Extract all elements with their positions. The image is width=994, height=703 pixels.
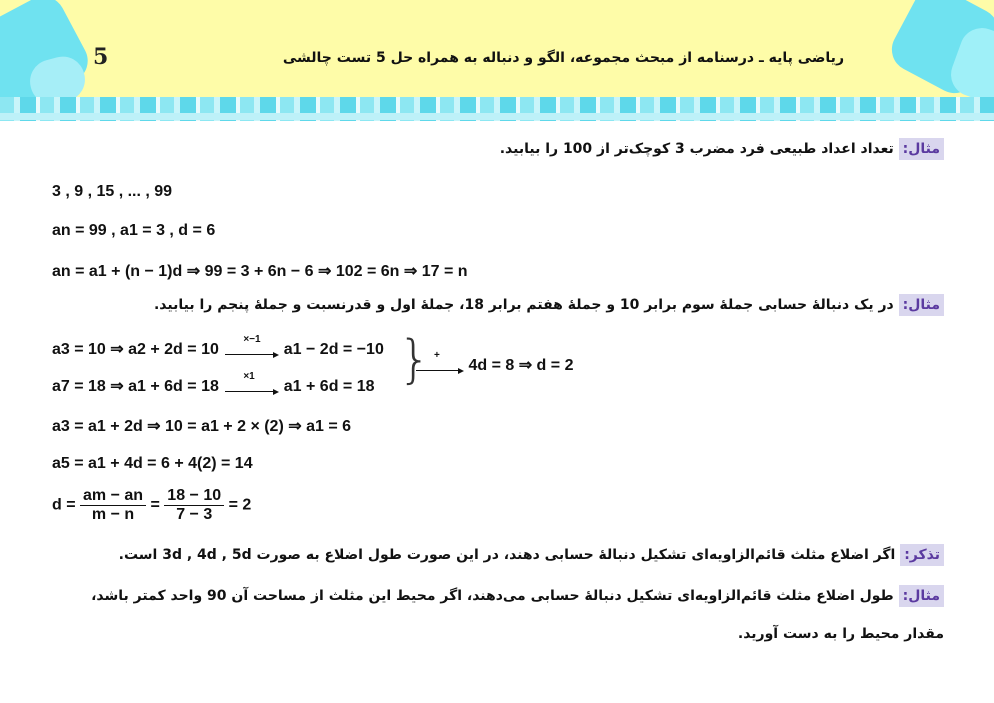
- equation-part: =: [150, 496, 160, 514]
- example-text: تعداد اعداد طبیعی فرد مضرب 3 کوچک‌تر از 100 را بیابید.: [499, 141, 899, 157]
- equation-part: 4d = 8 ⇒ d = 2: [468, 357, 574, 374]
- equation-part: a7 = 18 ⇒ a1 + 6d = 18: [52, 378, 219, 395]
- fraction: [164, 487, 224, 524]
- math-line: [414, 350, 574, 375]
- math-line: a5 = a1 + 4d = 6 + 4(2) = 14: [52, 455, 253, 472]
- math-line: a3 = a1 + 2d ⇒ 10 = a1 + 2 × (2) ⇒ a1 = 6: [52, 418, 352, 435]
- arrow-label: ×−1: [243, 334, 261, 346]
- arrow-icon: [416, 350, 462, 371]
- arrow-icon: [225, 334, 277, 355]
- note-tag: تذکر:: [900, 544, 944, 566]
- fraction-denominator: 7 − 3: [176, 506, 213, 523]
- equation-part: a1 − 2d = −10: [283, 341, 384, 358]
- arrow-icon: [225, 371, 277, 392]
- example-3: [91, 588, 944, 604]
- fraction: [80, 487, 146, 524]
- math-line: [52, 334, 384, 359]
- example-1: [500, 141, 944, 157]
- math-line: [52, 487, 251, 524]
- example-tag: مثال:: [899, 294, 944, 316]
- fraction-numerator: am − an: [80, 487, 146, 506]
- example-text: طول اضلاع مثلث قائم‌الزاویه‌ای تشکیل دنبالهٔ حسابی می‌دهند، اگر محیط این مثلث از مساحت آن 90 واحد کمتر باشد،: [91, 588, 899, 604]
- math-line: an = 99 , a1 = 3 , d = 6: [52, 222, 216, 239]
- header-stripe-band: [0, 113, 994, 120]
- brace-icon: }: [398, 330, 432, 390]
- fraction-denominator: m − n: [91, 506, 135, 523]
- math-line: 3 , 9 , 15 , ... , 99: [52, 183, 173, 200]
- equation-part: a3 = 10 ⇒ a2 + 2d = 10: [52, 341, 219, 358]
- example-tag: مثال:: [899, 585, 944, 607]
- math-line: [52, 371, 375, 396]
- math-line: an = a1 + (n − 1)d ⇒ 99 = 3 + 6n − 6 ⇒ 102 = 6n ⇒ 17 = n: [52, 263, 468, 280]
- example-2: [154, 297, 944, 313]
- note: [119, 547, 944, 563]
- note-text: اگر اضلاع مثلث قائم‌الزاویه‌ای تشکیل دنبالهٔ حسابی دهند، در این صورت طول اضلاع به صورت 3d , 4d , 5d است.: [118, 547, 901, 563]
- example-tag: مثال:: [899, 138, 944, 160]
- example-text: در یک دنبالهٔ حسابی جملهٔ سوم برابر 10 و جملهٔ هفتم برابر 18، جملهٔ اول و قدرنسبت و جملهٔ پنجم را بیابید.: [153, 297, 899, 313]
- page-header: [0, 0, 994, 100]
- arrow-label: ×1: [243, 371, 255, 383]
- fraction-numerator: 18 − 10: [164, 487, 224, 506]
- example-text-continued: مقدار محیط را به دست آورید.: [737, 626, 944, 642]
- equation-part: a1 + 6d = 18: [283, 378, 375, 395]
- equation-part: = 2: [228, 496, 252, 514]
- equation-part: d =: [52, 496, 76, 514]
- page-title: ریاضی پایه ـ درسنامه از مبحث مجموعه، الگو و دنباله به همراه حل 5 تست چالشی: [282, 50, 844, 66]
- page-number: 5: [93, 44, 109, 70]
- arrow-label: +: [434, 350, 440, 362]
